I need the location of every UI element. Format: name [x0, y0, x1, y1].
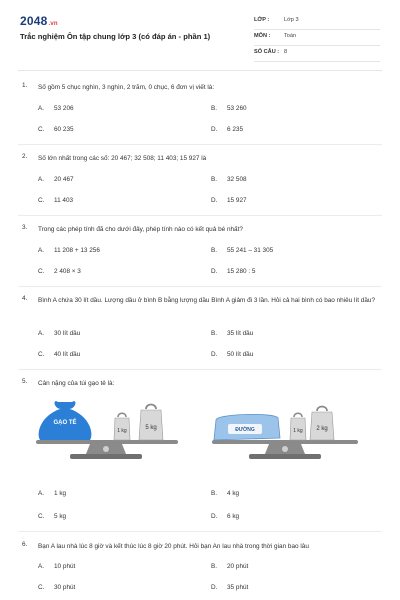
option-text: 6 235 [227, 126, 243, 133]
option-d[interactable] [211, 197, 247, 204]
option-text: 35 lít dầu [227, 330, 254, 337]
option-text: 32 508 [227, 176, 247, 183]
option-letter: B. [211, 176, 218, 183]
logo-suffix: .vn [48, 21, 58, 27]
weight-handle [146, 405, 156, 410]
bag-top [55, 401, 76, 409]
option-letter: C. [38, 197, 45, 204]
option-letter: D. [211, 197, 218, 204]
option-text: 20 phút [227, 563, 249, 570]
option-letter: B. [211, 563, 218, 570]
option-c[interactable] [38, 197, 73, 204]
header-divider [18, 70, 382, 71]
question-divider [18, 144, 382, 145]
scale-base [70, 454, 142, 459]
option-letter: A. [38, 330, 45, 337]
option-d[interactable] [211, 268, 255, 275]
option-b[interactable] [211, 105, 247, 112]
question-text: Cân nặng của túi gạo tẻ là: [38, 380, 115, 387]
option-letter: C. [38, 584, 45, 591]
option-d[interactable] [211, 513, 239, 520]
weight-label: 1 kg [117, 428, 127, 434]
option-text: 15 280 : 5 [227, 268, 256, 275]
option-letter: C. [38, 513, 45, 520]
meta-label: SỐ CÂU : [254, 49, 280, 55]
meta-value: Lớp 3 [284, 17, 299, 23]
question-text: Số lớn nhất trong các số: 20 467; 32 508; 11 403; 15 927 là [38, 155, 207, 162]
option-text: 10 phút [54, 563, 76, 570]
option-a[interactable] [38, 490, 66, 497]
option-letter: B. [211, 105, 218, 112]
option-c[interactable] [38, 126, 74, 133]
question-text: Bình A chứa 30 lít dầu. Lượng dầu ở bình B bằng lượng dầu Bình A giảm đi 3 lần. Hỏi cả hai bình có bao nhiêu lít dầu? [38, 297, 376, 304]
option-a[interactable] [38, 176, 74, 183]
scale-base [249, 454, 321, 459]
quiz-title: Trắc nghiệm Ôn tập chung lớp 3 (có đáp án - phần 1) [20, 32, 211, 41]
option-text: 6 kg [227, 513, 240, 520]
option-text: 20 467 [54, 176, 74, 183]
scales-figure [30, 396, 375, 478]
option-letter: C. [38, 126, 45, 133]
question-number: 4. [22, 295, 28, 302]
weight-label: 2 kg [316, 426, 328, 432]
scale-beam [36, 440, 178, 444]
weight-label: 5 kg [145, 425, 157, 431]
meta-value: 8 [284, 49, 288, 55]
sugar-bag-label: ĐƯỜNG [235, 427, 255, 433]
option-text: 35 phút [227, 584, 249, 591]
site-logo[interactable] [20, 14, 58, 28]
option-letter: D. [211, 513, 218, 520]
option-text: 50 lít dầu [227, 351, 254, 358]
scale-knob [282, 446, 288, 452]
meta-subject [254, 30, 380, 46]
option-text: 30 lít dầu [54, 330, 81, 337]
option-c[interactable] [38, 584, 75, 591]
question-number: 1. [22, 82, 28, 89]
option-c[interactable] [38, 351, 80, 358]
option-letter: D. [211, 351, 218, 358]
option-b[interactable] [211, 563, 248, 570]
meta-label: MÔN : [254, 33, 271, 39]
weight-medium [310, 407, 334, 441]
page-header [0, 0, 400, 68]
option-letter: A. [38, 176, 45, 183]
option-letter: A. [38, 105, 45, 112]
meta-value: Toán [284, 33, 297, 39]
logo-text: 2048 [20, 14, 48, 28]
scale-beam [212, 440, 358, 444]
option-text: 60 235 [54, 126, 74, 133]
question-number: 2. [22, 153, 28, 160]
question-number: 3. [22, 224, 28, 231]
option-text: 40 lít dầu [54, 351, 81, 358]
option-text: 11 403 [54, 197, 74, 204]
option-a[interactable] [38, 105, 74, 112]
option-letter: A. [38, 563, 45, 570]
option-d[interactable] [211, 351, 253, 358]
meta-class [254, 14, 380, 30]
option-letter: A. [38, 490, 45, 497]
option-d[interactable] [211, 584, 248, 591]
option-text: 15 927 [227, 197, 247, 204]
weight-handle [317, 407, 327, 412]
option-letter: B. [211, 490, 218, 497]
option-letter: A. [38, 247, 45, 254]
option-d[interactable] [211, 126, 243, 133]
option-text: 4 kg [227, 490, 240, 497]
right-scale [212, 407, 358, 460]
question-divider [18, 215, 382, 216]
option-letter: B. [211, 247, 218, 254]
option-letter: D. [211, 268, 218, 275]
option-letter: C. [38, 268, 45, 275]
option-b[interactable] [211, 330, 253, 337]
question-divider [18, 369, 382, 370]
question-number: 6. [22, 541, 28, 548]
option-text: 11 208 + 13 256 [54, 247, 100, 254]
meta-count [254, 46, 380, 62]
option-text: 5 kg [54, 513, 67, 520]
option-text: 30 phút [54, 584, 76, 591]
weight-large [139, 405, 163, 441]
question-text: Trong các phép tính đã cho dưới đây, phép tính nào có kết quả bé nhất? [38, 226, 243, 233]
option-text: 53 206 [54, 105, 74, 112]
option-text: 53 260 [227, 105, 247, 112]
question-divider [18, 531, 382, 532]
question-divider [18, 286, 382, 287]
question-text: Bạn A lau nhà lúc 8 giờ và kết thúc lúc 8 giờ 20 phút. Hỏi bạn An lau nhà trong thời gian bao lâu [38, 543, 309, 550]
weight-handle [294, 413, 302, 417]
option-letter: D. [211, 126, 218, 133]
scale-knob [103, 446, 109, 452]
option-a[interactable] [38, 247, 100, 254]
weight-small [290, 413, 306, 440]
rice-bag [39, 401, 92, 440]
option-a[interactable] [38, 563, 75, 570]
option-letter: C. [38, 351, 45, 358]
option-b[interactable] [211, 176, 247, 183]
option-text: 55 241 – 31 305 [227, 247, 274, 254]
option-text: 1 kg [54, 490, 67, 497]
rice-bag-label: GẠO TẺ [53, 420, 77, 426]
option-b[interactable] [211, 490, 239, 497]
option-letter: B. [211, 330, 218, 337]
weight-label: 1 kg [293, 428, 303, 434]
option-c[interactable] [38, 268, 81, 275]
weight-handle [118, 413, 126, 417]
left-scale [36, 401, 178, 459]
question-number: 5. [22, 378, 28, 385]
sugar-bag [214, 414, 280, 440]
weight-small [114, 413, 130, 440]
question-text: Số gồm 5 chục nghìn, 3 nghìn, 2 trăm, 0 chục, 6 đơn vị viết là: [38, 84, 215, 91]
option-text: 2 408 × 3 [54, 268, 81, 275]
option-b[interactable] [211, 247, 273, 254]
option-letter: D. [211, 584, 218, 591]
option-c[interactable] [38, 513, 66, 520]
option-a[interactable] [38, 330, 80, 337]
meta-label: LỚP : [254, 17, 270, 23]
quiz-meta [254, 14, 380, 62]
